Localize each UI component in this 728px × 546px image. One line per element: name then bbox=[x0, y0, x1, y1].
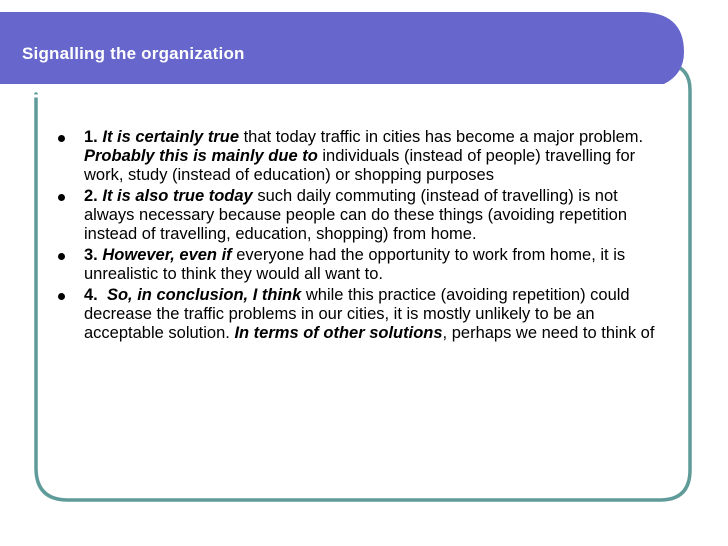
bullet-dot-icon bbox=[58, 194, 65, 201]
body-text: while this practice (avoiding repetition) could decrease the traffic problems in our cities, it is mostly unlikely to be an acceptable solution. bbox=[84, 286, 630, 342]
slide-title: Signalling the organization bbox=[22, 44, 245, 63]
list-item bbox=[50, 286, 660, 343]
bullet-dot-icon bbox=[58, 135, 65, 142]
bullet-list bbox=[50, 128, 660, 345]
item-number: 1. bbox=[84, 128, 98, 146]
list-item bbox=[50, 128, 660, 185]
signal-phrase: Probably this is mainly due to bbox=[84, 147, 318, 165]
signal-phrase: In terms of other solutions bbox=[234, 324, 443, 342]
item-number: 4. bbox=[84, 286, 98, 304]
body-text: individuals (instead of people) travelling for work, study (instead of education) or shopping purposes bbox=[84, 147, 636, 184]
list-item bbox=[50, 246, 660, 284]
body-text: everyone had the opportunity to work from home, it is unrealistic to think they would all want to. bbox=[84, 246, 626, 283]
list-item bbox=[50, 187, 660, 244]
item-number: 3. bbox=[84, 246, 98, 264]
bullet-dot-icon bbox=[58, 253, 65, 260]
body-text: that today traffic in cities has become a major problem. bbox=[239, 128, 644, 146]
bullet-dot-icon bbox=[58, 293, 65, 300]
signal-phrase: However, even if bbox=[102, 246, 232, 264]
item-number: 2. bbox=[84, 187, 98, 205]
signal-phrase: It is certainly true bbox=[102, 128, 239, 146]
body-text: , perhaps we need to think of bbox=[442, 324, 655, 342]
body-text: such daily commuting (instead of travelling) is not always necessary because people can do these things (avoiding repetition instead of travelling, education, shopping) from home. bbox=[84, 187, 628, 243]
signal-phrase: So, in conclusion, I think bbox=[106, 286, 302, 304]
signal-phrase: It is also true today bbox=[102, 187, 253, 205]
